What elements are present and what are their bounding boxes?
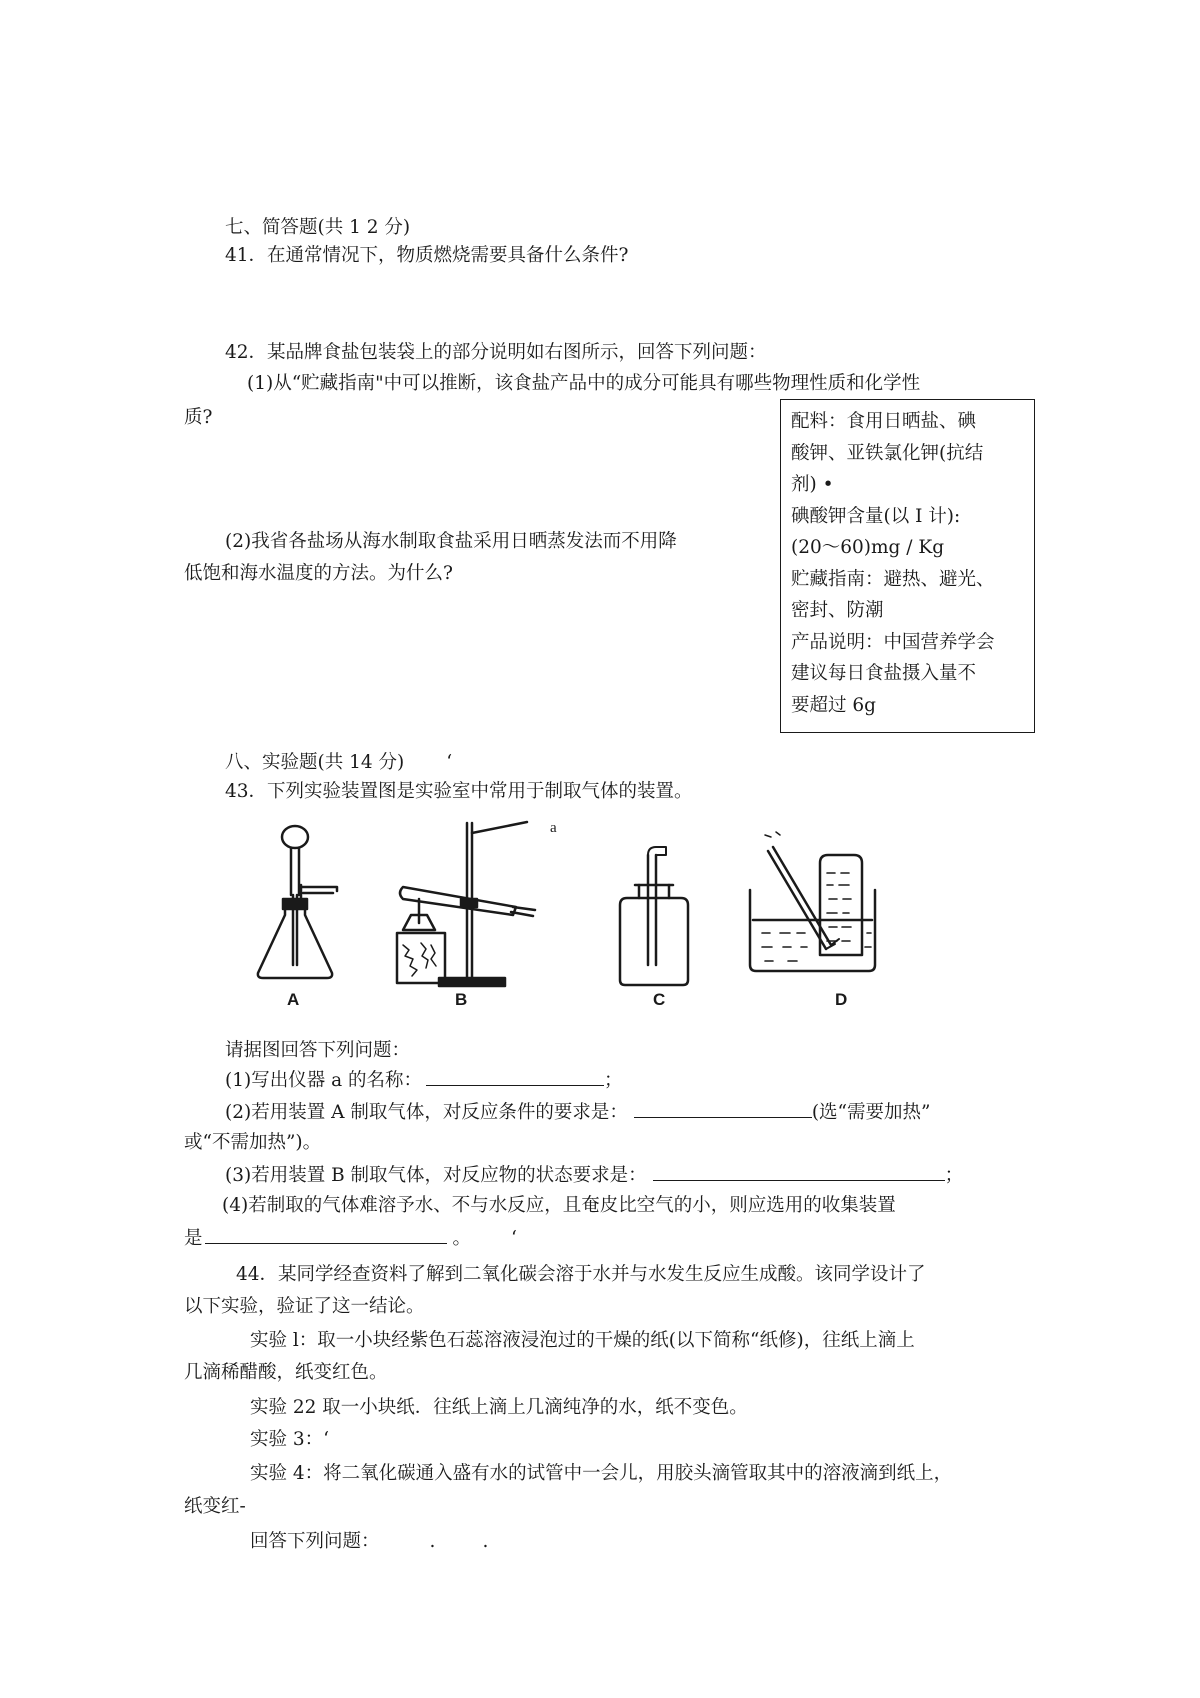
question-43-2-choice: (选“需要加热” [811,1102,931,1123]
question-43-3-end: ； [944,1165,964,1186]
question-42-2-line1: (2)我省各盐场从海水制取食盐采用日晒蒸发法而不用降 [225,531,677,552]
apparatus-a [258,826,337,978]
answer-dots: . . [429,1531,489,1552]
label-line: 酸钾、亚铁氯化钾(抗结 [791,442,984,464]
answer-blank-1[interactable] [426,1067,604,1086]
caption-b: B [455,990,468,1009]
question-43-1-text: (1)写出仪器 a 的名称： [225,1070,422,1091]
question-43-3-text: (3)若用装置 B 制取气体，对反应物的状态要求是： [225,1165,647,1186]
question-44-line2: 以下实验，验证了这一结论。 [184,1296,425,1317]
label-line: 产品说明：中国营养学会 [791,631,995,653]
experiment-4-line1: 实验 4：将二氧化碳通入盛有水的试管中一会儿，用胶头滴管取其中的溶液滴到纸上， [250,1463,953,1484]
label-line: 要超过 6g [791,694,876,716]
apparatus-d [750,832,875,971]
label-line: (20～60)mg / Kg [791,537,945,558]
caption-d: D [835,990,848,1009]
answer-blank-3[interactable] [653,1162,945,1181]
answer-blank-2[interactable] [634,1099,812,1118]
question-44-line1: 44．某同学经查资料了解到二氧化碳会溶于水并与水发生反应生成酸。该同学设计了 [236,1264,926,1285]
experiment-4-line2: 纸变红- [184,1496,246,1517]
answer-prompt [250,1529,488,1555]
question-42-1-line1: (1)从“贮藏指南"中可以推断，该食盐产品中的成分可能具有哪些物理性质和化学性 [247,373,921,394]
label-line: 建议每日食盐摄入量不 [791,663,977,684]
label-line: 贮藏指南：避热、避光、 [791,568,995,590]
salt-label-box [780,399,1035,733]
question-42-1-line2: 质? [184,407,213,428]
label-line: 配料：食用日晒盐、碘 [791,411,977,432]
question-43-2-text: (2)若用装置 A 制取气体，对反应条件的要求是： [225,1102,628,1123]
stray-mark: ‘ [511,1228,517,1249]
stray-mark: ‘ [446,752,453,773]
label-line: 密封、防潮 [791,600,884,621]
experiment-3: 实验 3：‘ [250,1429,330,1450]
section8-heading [225,750,452,776]
question-43-1-end: ； [604,1070,623,1091]
question-43-2-line2: 或“不需加热”)。 [184,1132,322,1153]
section7-heading: 七、简答题(共 1 2 分) [225,217,411,238]
answer-blank-4[interactable] [205,1225,447,1244]
question-42-intro: 42．某品牌食盐包装袋上的部分说明如右图所示，回答下列问题： [225,342,767,363]
experiment-1-line2: 几滴稀醋酸，纸变红色。 [184,1362,388,1383]
label-line: 碘酸钾含量(以 I 计): [791,505,961,527]
question-43-intro: 43．下列实验装置图是实验室中常用于制取气体的装置。 [225,781,693,802]
question-43-2 [225,1099,930,1126]
question-42-2-line2: 低饱和海水温度的方法。为什么? [184,563,453,584]
question-43-prompt: 请据图回答下列问题： [225,1040,411,1061]
label-line: 剂) • [791,474,834,495]
question-43-4-line1: (4)若制取的气体难溶予水、不与水反应，且奄皮比空气的小，则应选用的收集装置 [222,1195,896,1216]
question-41: 41．在通常情况下，物质燃烧需要具备什么条件? [225,245,629,266]
question-43-3 [225,1162,963,1189]
question-43-4-end: 。 [452,1228,472,1249]
apparatus-c [620,847,688,985]
lab-apparatus-figure [235,815,975,1010]
pointer-label-a: a [550,820,557,836]
answer-prompt-text: 回答下列问题： [250,1531,380,1552]
experiment-1-line1: 实验 l：取一小块经紫色石蕊溶液浸泡过的干燥的纸(以下简称“纸修)，往纸上滴上 [250,1330,915,1351]
caption-c: C [653,990,666,1009]
question-43-4 [184,1225,517,1252]
apparatus-b [397,822,535,986]
caption-a: A [287,990,300,1009]
question-43-1 [225,1067,623,1094]
section8-heading-text: 八、实验题(共 14 分) [225,752,405,773]
experiment-2: 实验 22 取一小块纸．往纸上滴上几滴纯净的水，纸不变色。 [250,1397,748,1418]
question-43-4-text: 是 [184,1228,203,1249]
